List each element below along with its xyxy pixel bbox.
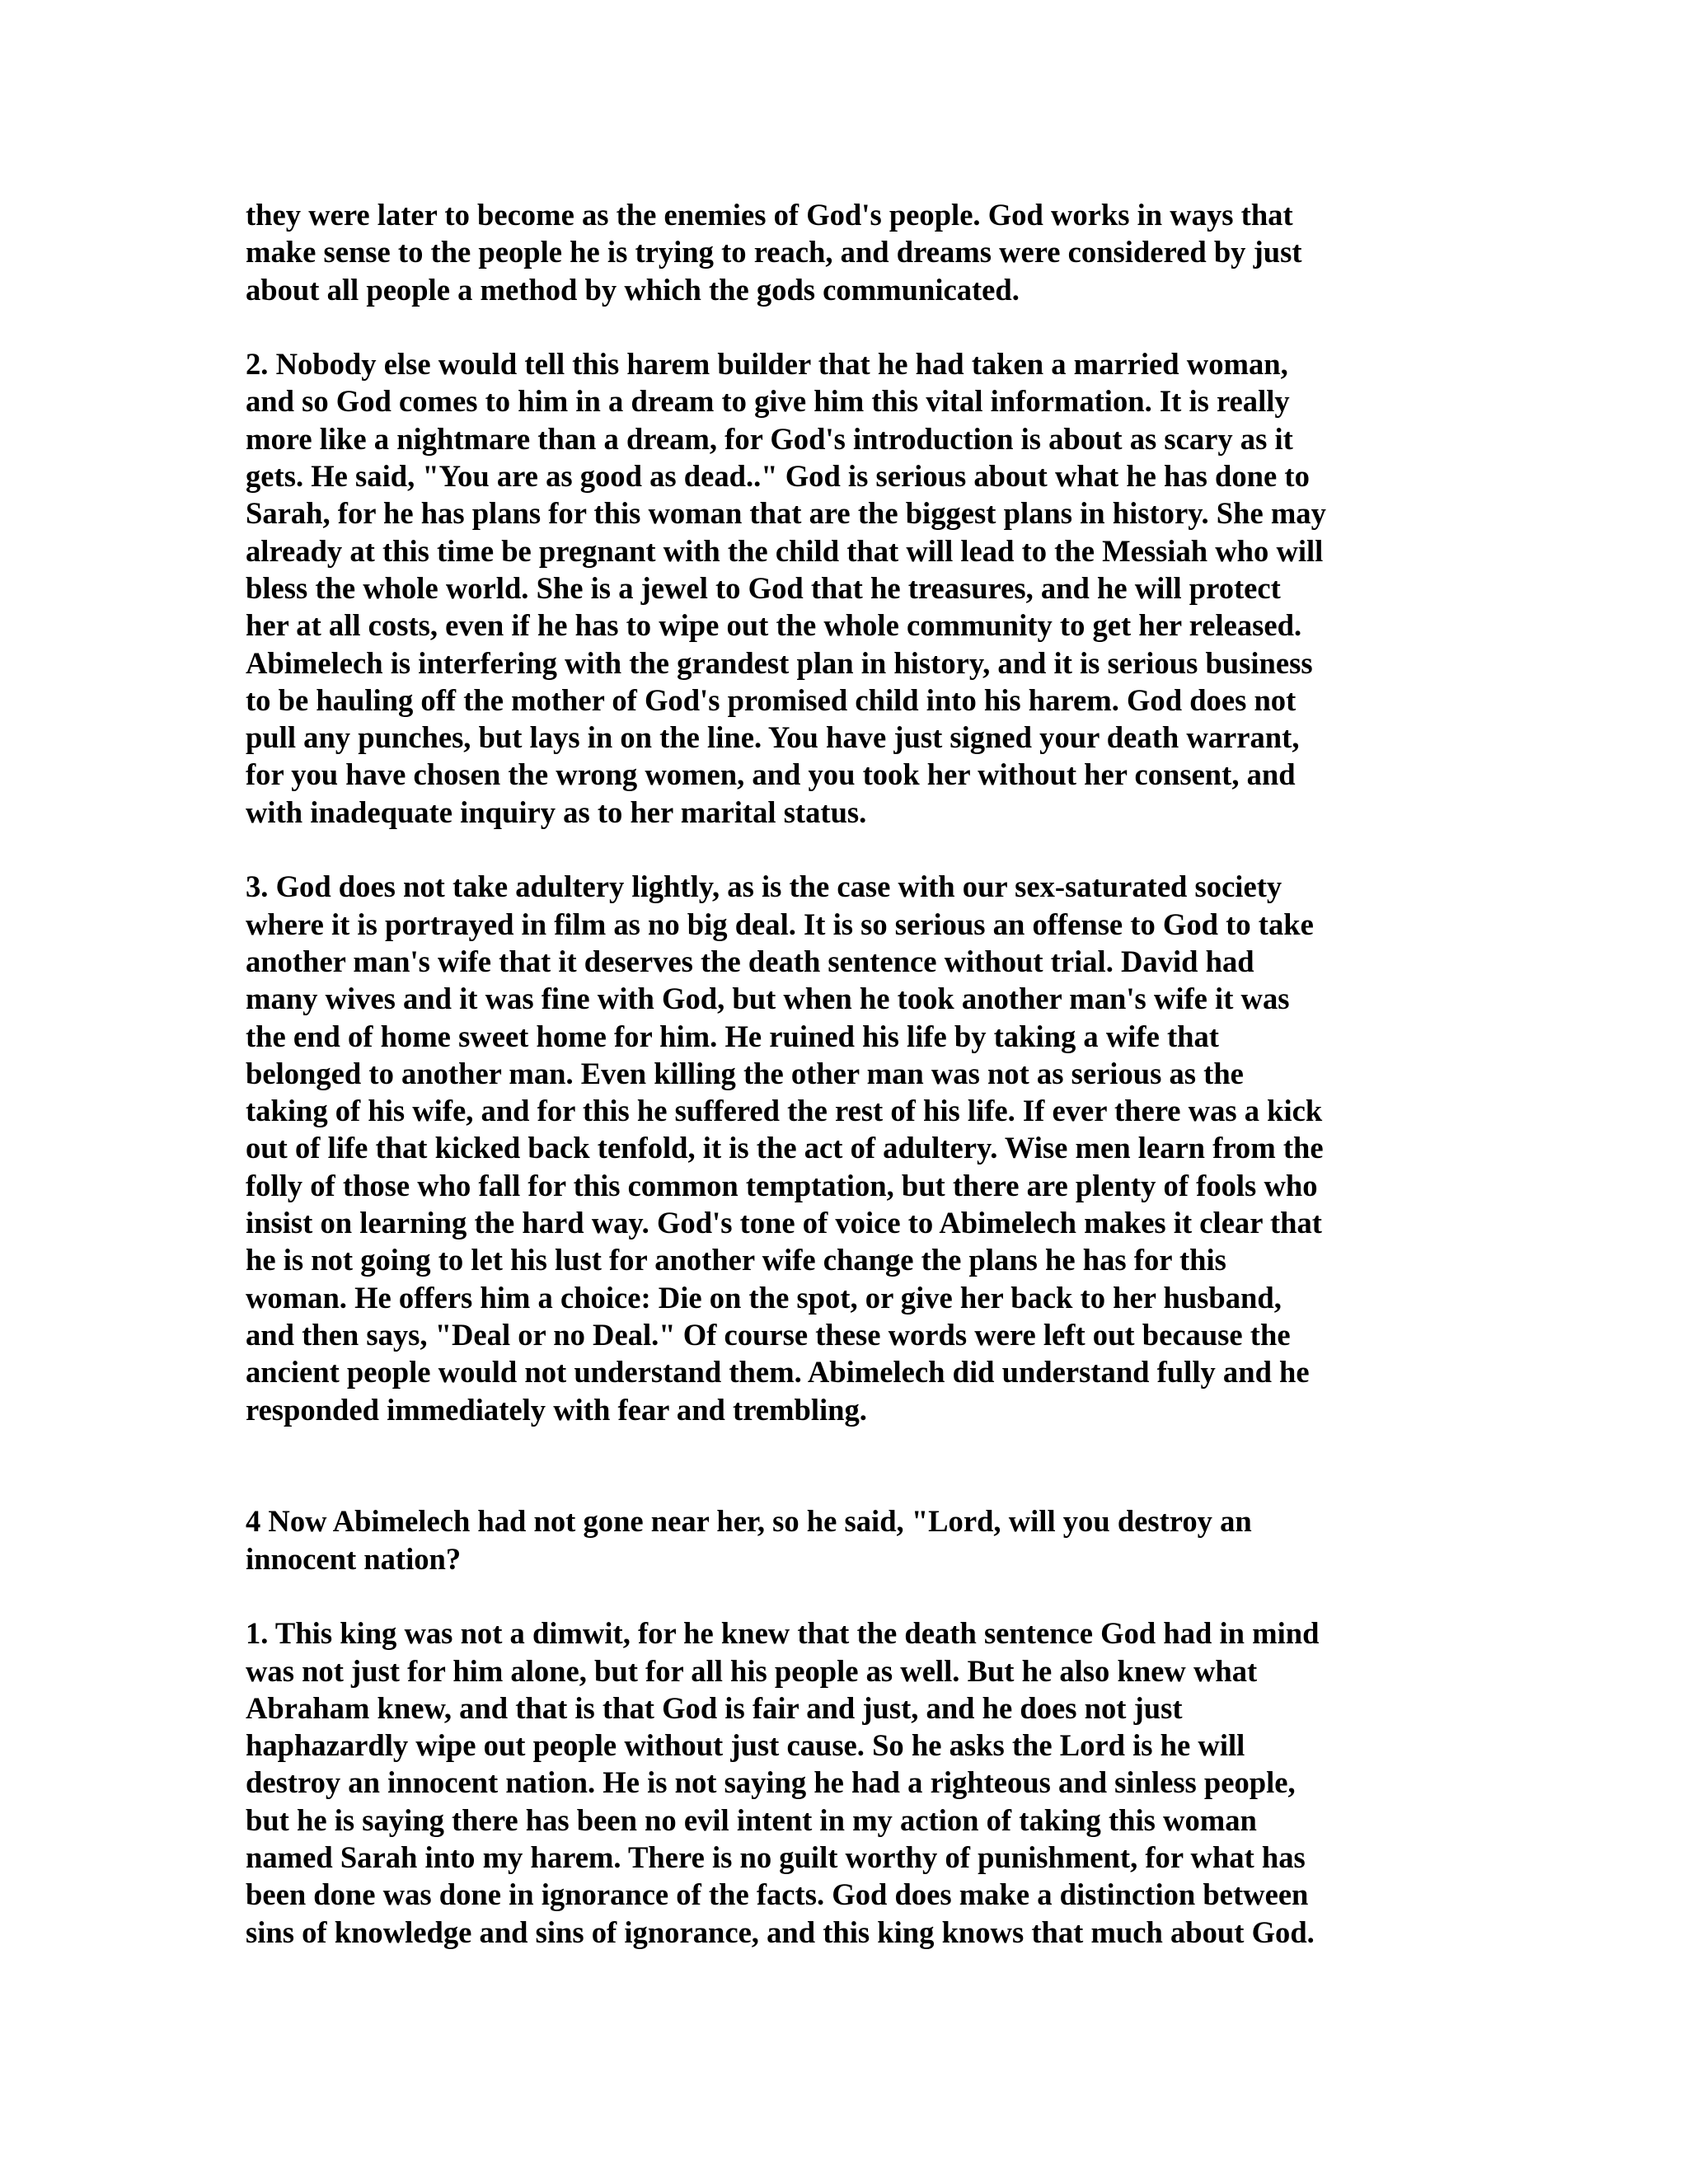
paragraph-verse4-point-1: 1. This king was not a dimwit, for he knew that the death sentence God had in mind was not just for him alone, but for all his people as well. But he also knew what Abraham knew, and that is that God is fair and just, and he does not just haphazardly wipe out people without just cause. So he asks the Lord is he will destroy an innocent nation. He is not saying he had a righteous and sinless people, but he is saying there has been no evil intent in my action of taking this woman named Sarah into my harem. There is no guilt worthy of punishment, for what has been done was done in ignorance of the facts. God does make a distinction between sins of knowledge and sins of ignorance, and this king knows that much about God.: [246, 1616, 1320, 1949]
document-page: [246, 196, 1457, 1951]
paragraph-point-3: 3. God does not take adultery lightly, as is the case with our sex-saturated society where it is portrayed in film as no big deal. It is so serious an offense to God to take another man's wife that it deserves the death sentence without trial. David had many wives and it was fine with God, but when he took another man's wife it was the end of home sweet home for him. He ruined his life by taking a wife that belonged to another man. Even killing the other man was not as serious as the taking of his wife, and for this he suffered the rest of his life. If ever there was a kick out of life that kicked back tenfold, it is the act of adultery. Wise men learn from the folly of those who fall for this common temptation, but there are plenty of fools who insist on learning the hard way. God's tone of voice to Abimelech makes it clear that he is not going to let his lust for another wife change the plans he has for this woman. He offers him a choice: Die on the spot, or give her back to her husband, and then says, "Deal or no Deal." Of course these words were left out because the ancient people would not understand them. Abimelech did understand fully and he responded immediately with fear and trembling.: [246, 869, 1324, 1427]
paragraph-gap: [246, 308, 1457, 345]
paragraph-point-2: 2. Nobody else would tell this harem builder that he had taken a married woman, and so God comes to him in a dream to give him this vital information. It is really more like a nightmare than a dream, for God's introduction is about as scary as it gets. He said, "You are as good as dead.." God is serious about what he has done to Sarah, for he has plans for this woman that are the biggest plans in history. She may already at this time be pregnant with the child that will lead to the Messiah who will bless the whole world. She is a jewel to God that he treasures, and he will protect her at all costs, even if he has to wipe out the whole community to get her released. Abimelech is interfering with the grandest plan in history, and it is serious business to be hauling off the mother of God's promised child into his harem. God does not pull any punches, but lays in on the line. You have just signed your death warrant, for you have chosen the wrong women, and you took her without her consent, and with inadequate inquiry as to her marital status.: [246, 347, 1326, 829]
paragraph-gap: [246, 831, 1457, 868]
paragraph-intro: they were later to become as the enemies of God's people. God works in ways that make sense to the people he is trying to reach, and dreams were considered by just about all people a method by which the gods communicated.: [246, 198, 1302, 307]
section-gap: [246, 1428, 1457, 1503]
paragraph-gap: [246, 1577, 1457, 1615]
verse-4: 4 Now Abimelech had not gone near her, so he said, "Lord, will you destroy an innocent nation?: [246, 1504, 1252, 1576]
